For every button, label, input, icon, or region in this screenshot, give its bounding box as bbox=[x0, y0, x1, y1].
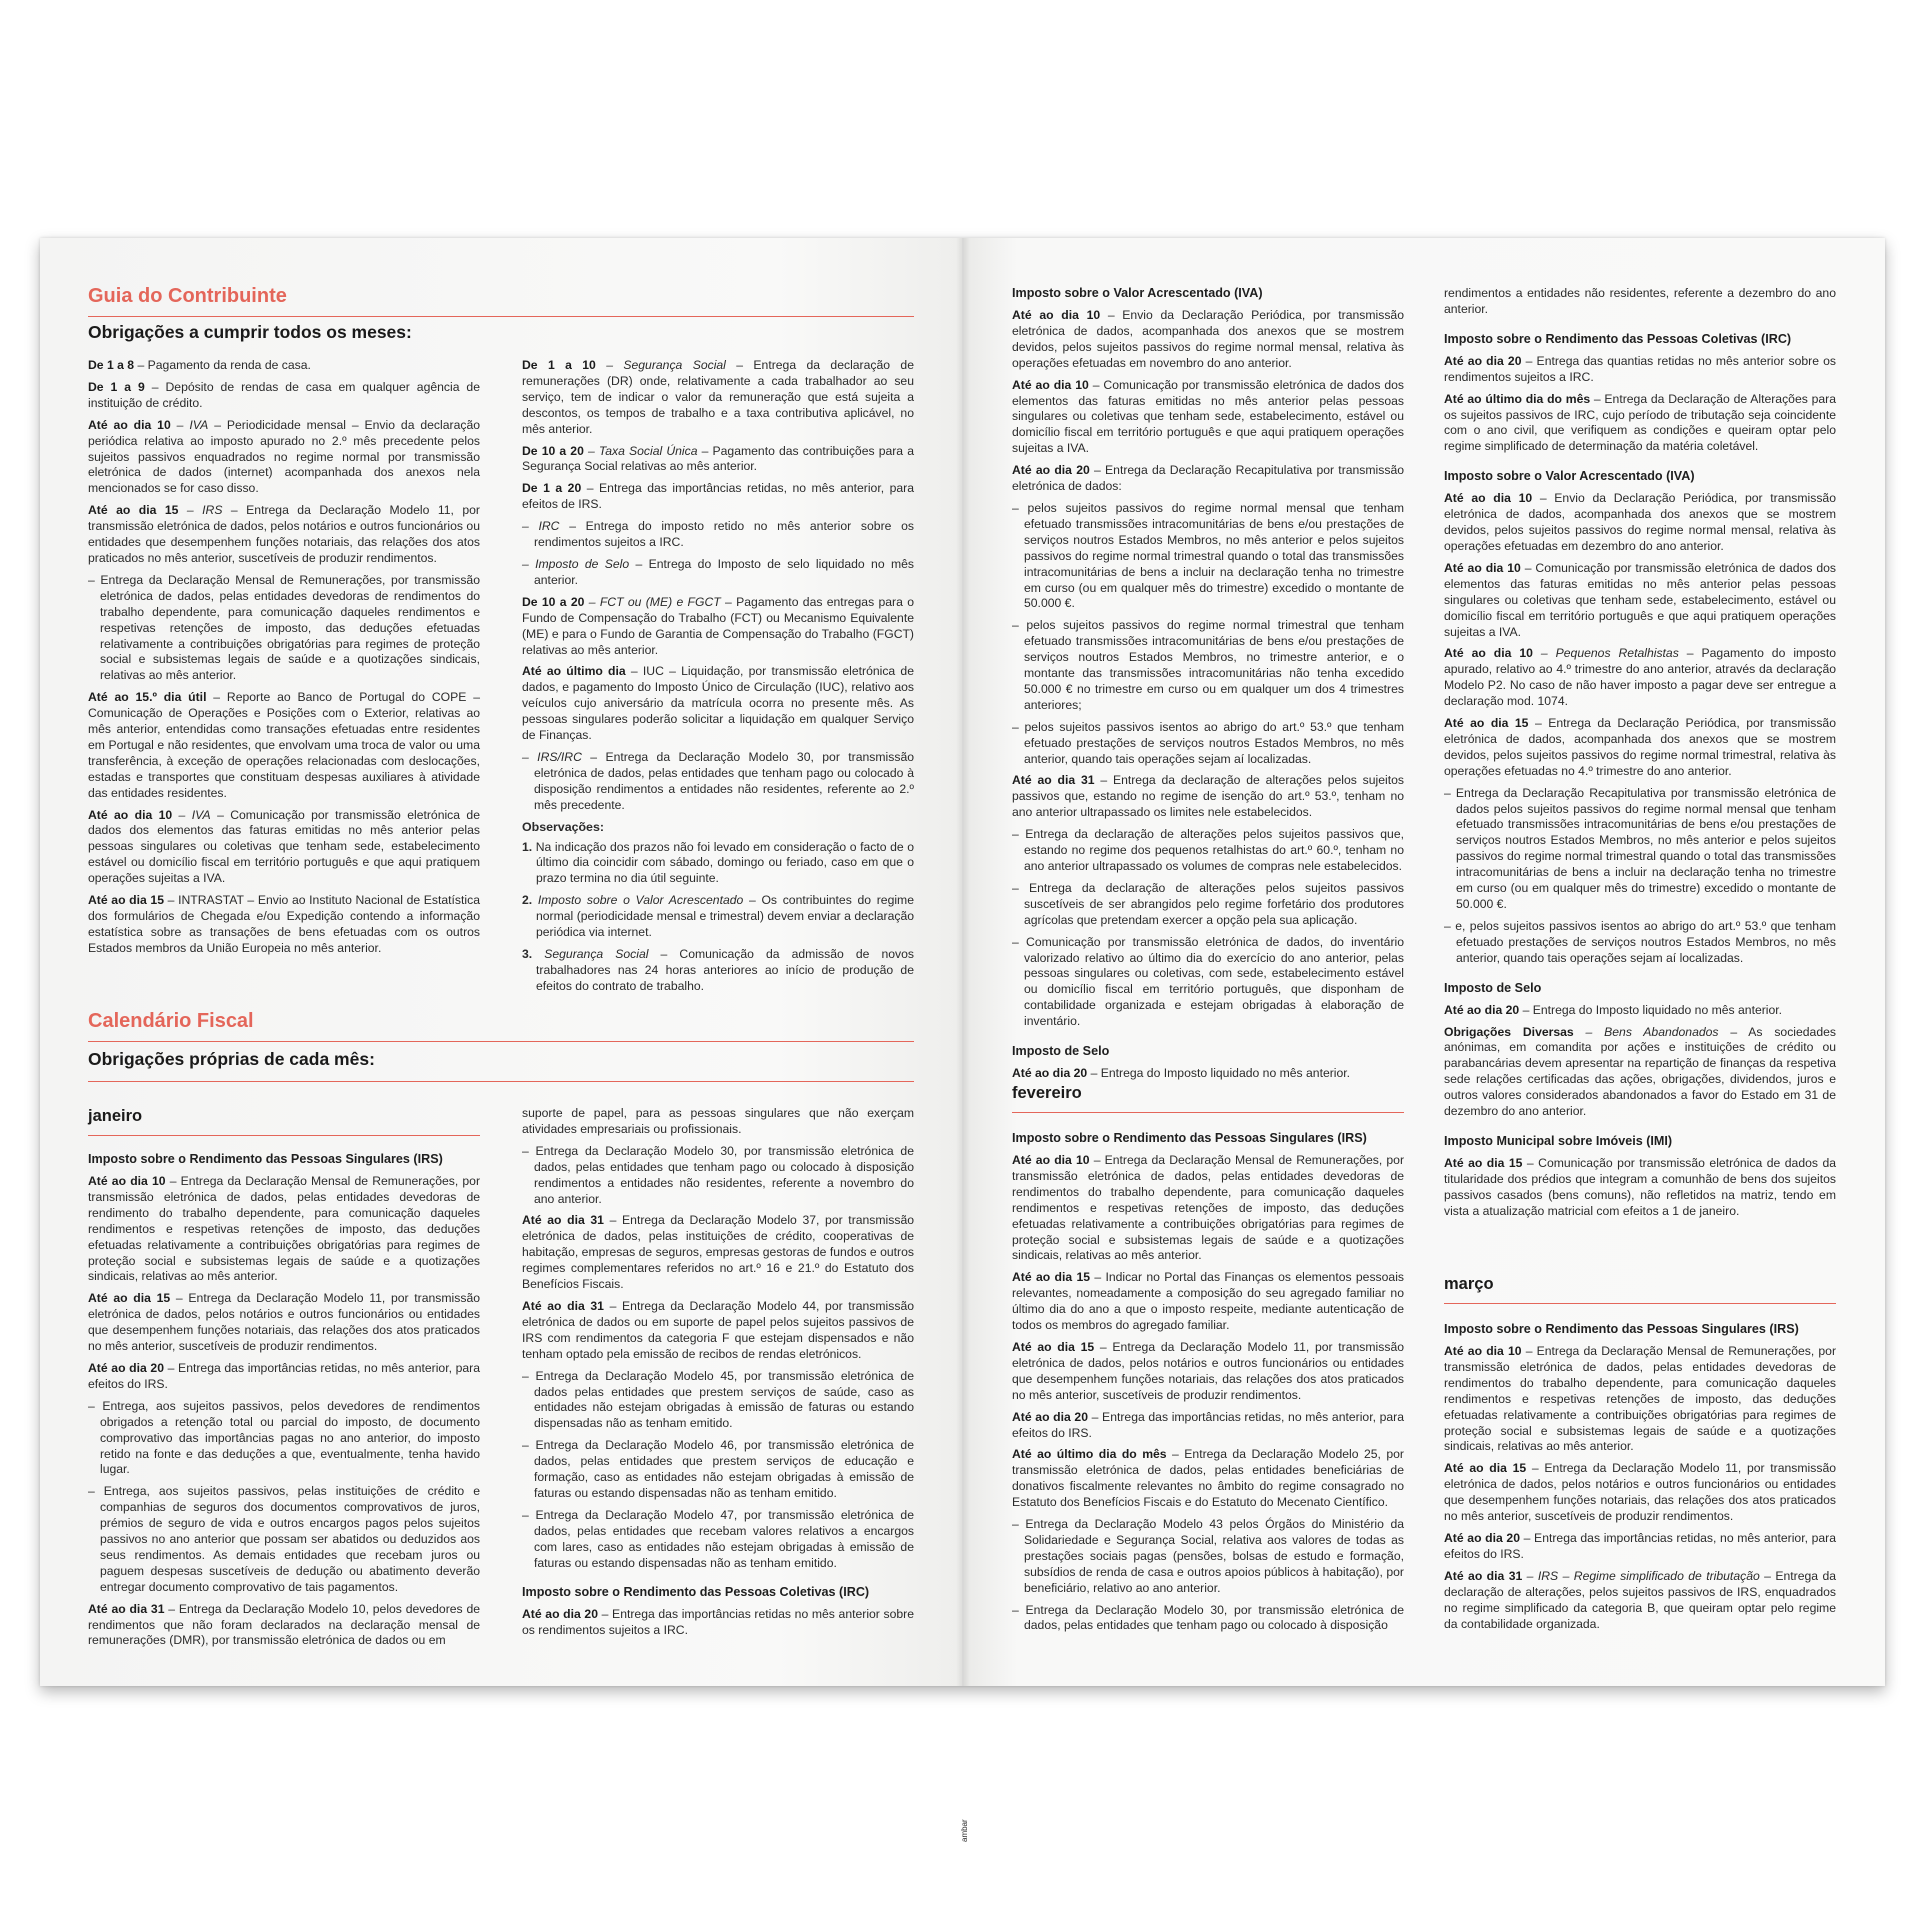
janeiro-rule bbox=[88, 1135, 480, 1136]
deadline-label: Até ao dia 10 bbox=[88, 417, 171, 432]
body-text: – Entrega, aos sujeitos passivos, pelas instituições de crédito e companhias de seguros dos documentos comprovativos de juros, prémios de seguro de vida e outros encargos pagos pelos sujeitos passivos no ano anterior que possam ser abatidos ou deduzidos aos seus rendimentos. As demais entidades que recebam juros ou paguem despesas suscetíveis de dedução ou abatimento deverão entregar documento comprovativo de tais pagamentos. bbox=[88, 1484, 480, 1594]
deadline-label: Até ao dia 20 bbox=[1012, 1066, 1088, 1081]
topic-label: – Imposto de Selo bbox=[522, 556, 630, 571]
deadline-label: Até ao dia 20 bbox=[1444, 353, 1522, 368]
deadline-paragraph bbox=[1444, 354, 1836, 386]
deadline-label: Até ao dia 10 bbox=[1012, 1153, 1090, 1167]
body-text: – Comunicação por transmissão eletrónica de dados da titularidade dos prédios que integram a comunhão de bens dos sujeitos passivos casados (bens comuns), não refletidos na matriz, tendo em vista a atualização matricial com efeitos a 1 de janeiro. bbox=[1444, 1155, 1836, 1218]
body-text: – Entrega da declaração de alterações pelos sujeitos passivos suscetíveis de ser abrangidos pelo regime forfetário dos produtores agrícolas que pretendam exercer a opção pela sua aplicação. bbox=[1012, 880, 1404, 927]
deadline-label: Até ao 15.º dia útil bbox=[88, 690, 207, 705]
numbered-note bbox=[522, 840, 914, 888]
body-text: – Entrega da Declaração Periódica, por transmissão eletrónica de dados, acompanhada dos anexos que se mostrem devidos, pelos sujeitos passivos do regime normal trimestral, relativa às operações efetuadas no 4.º trimestre do ano anterior. bbox=[1444, 716, 1836, 778]
section-heading: Imposto sobre o Rendimento das Pessoas Coletivas (IRC) bbox=[522, 1585, 870, 1600]
body-text: – Entrega da Declaração Recapitulativa por transmissão eletrónica de dados pelos sujeitos passivos do regime normal mensal que tenham efetuado transmissões intracomunitárias de bens e/ou prestações de serviços noutros Estados Membros, no mês anterior e pelos sujeitos passivos do regime normal trimestral quando o total das transmissões intracomunitárias de bens a incluir na declaração tenha no trimestre em curso (ou em qualquer mês do trimestre) excedido o montante de 50.000 €. bbox=[1444, 785, 1836, 911]
topic-label: – IVA bbox=[172, 807, 211, 822]
deadline-label: Até ao dia 10 bbox=[1012, 308, 1101, 322]
body-text: – Entrega da Declaração Mensal de Remunerações, por transmissão eletrónica de dados, pelas entidades devedoras de rendimentos do trabalho dependente, para comunicação daqueles rendimentos e respetivas retenções de imposto, das deduções efetuadas relativamente a contribuições obrigatórias para regimes de proteção social e subsistemas legais de saúde e a quotizações sindicais, relativas ao mês anterior. bbox=[88, 572, 480, 683]
janeiro-continued-column bbox=[1012, 286, 1405, 1081]
dash-item bbox=[522, 1508, 914, 1572]
deadline-label: Até ao dia 20 bbox=[1444, 1002, 1520, 1017]
section-heading: Imposto de Selo bbox=[1444, 980, 1542, 995]
deadline-paragraph bbox=[1444, 561, 1836, 641]
fevereiro-column bbox=[1012, 1131, 1404, 1646]
body-text: – Entrega da Declaração Modelo 25, por transmissão eletrónica de dados, pelas entidades beneficiárias de donativos fiscalmente relevantes no âmbito do regime consagrado no Estatuto dos Benefícios Fiscais e do Estatuto do Mecenato Científico. bbox=[1012, 1447, 1404, 1510]
left-page bbox=[40, 238, 962, 1686]
dash-item bbox=[88, 1484, 480, 1595]
deadline-paragraph bbox=[1444, 392, 1836, 456]
deadline-label: De 1 a 9 bbox=[88, 379, 145, 394]
body-text: – Pagamento da renda de casa. bbox=[134, 358, 311, 372]
body-text: – Pagamento do imposto apurado, relativo ao 4.º trimestre do ano anterior, através da declaração Modelo P2. No caso de não haver imposto a pagar deve ser entregue a declaração mod. 1074. bbox=[1444, 646, 1837, 709]
body-text: – Entrega da Declaração Modelo 47, por transmissão eletrónica de dados, pelas entidades que recebam valores relativos a encargos com lares, caso as entidades não estejam obrigadas à emissão de faturas ou estando dispensadas não as tenham emitido. bbox=[522, 1507, 914, 1570]
body-text: – Entrega da declaração de alterações pelos sujeitos passivos que, estando no regime dos pequenos retalhistas do art.º 60.º, tenham no ano anterior ultrapassado os volumes de compras nele estabelecidos. bbox=[1012, 827, 1404, 873]
deadline-label: Até ao dia 10 bbox=[1444, 491, 1533, 506]
dash-item bbox=[88, 573, 480, 684]
topic-label: – IRS – Regime simplificado de tributação bbox=[1522, 1568, 1760, 1583]
deadline-label: Até ao dia 15 bbox=[1444, 1461, 1527, 1476]
body-text: – pelos sujeitos passivos isentos ao abrigo do art.º 53.º que tenham efetuado prestações de serviços noutros Estados Membros, no mês anterior, quando tais operações sejam aí localizadas. bbox=[1012, 719, 1404, 766]
body-text: – Entrega da Declaração Modelo 30, por transmissão eletrónica de dados, pelas entidades que tenham pago ou colocado à disposição bbox=[1012, 1602, 1404, 1633]
deadline-label: Até ao dia 10 bbox=[1444, 560, 1521, 575]
deadline-label: Até ao último dia do mês bbox=[1012, 1447, 1167, 1462]
section-heading: Imposto sobre o Valor Acrescentado (IVA) bbox=[1012, 286, 1263, 300]
dash-item bbox=[522, 519, 914, 551]
deadline-paragraph bbox=[1012, 308, 1404, 372]
section-heading: Imposto sobre o Rendimento das Pessoas Singulares (IRS) bbox=[1012, 1131, 1367, 1145]
deadline-paragraph bbox=[1444, 1003, 1836, 1019]
dash-item bbox=[1444, 919, 1836, 967]
body-text: – Comunicação por transmissão eletrónica de dados, do inventário valorizado relativo ao último dia do exercício do ano anterior, pelas pessoas singulares ou coletivas, com sede, estabelecimento estável ou domicílio fiscal em território português, que disponham de contabilidade organizada e estejam obrigadas à elaboração de inventário. bbox=[1012, 934, 1404, 1029]
month-marco: março bbox=[1444, 1275, 1494, 1293]
dash-item bbox=[522, 1438, 914, 1502]
deadline-paragraph bbox=[1012, 773, 1404, 821]
deadline-label: Até ao dia 20 bbox=[1012, 1409, 1088, 1424]
body-text: – Entrega da Declaração Modelo 46, por transmissão eletrónica de dados, pelas entidades que prestem serviços de educação e formação, caso as entidades não estejam obrigadas à emissão de faturas ou estando dispensadas não as tenham emitido. bbox=[522, 1438, 914, 1500]
section-heading: Imposto Municipal sobre Imóveis (IMI) bbox=[1444, 1133, 1673, 1148]
deadline-paragraph bbox=[1444, 1156, 1836, 1220]
dash-item bbox=[1012, 935, 1404, 1030]
body-text: – Entrega da Declaração Modelo 43 pelos Órgãos do Ministério da Solidariedade e Segurança Social, relativa aos valores de todas as prestações sociais pagas (pensões, bolsas de estudo e formação, subsídios de renda de casa e outros apoios públicos à habitação), por beneficiário, relativo ao ano anterior. bbox=[1012, 1517, 1404, 1595]
calendario-subtitle: Obrigações próprias de cada mês: bbox=[88, 1049, 375, 1069]
deadline-label: Até ao último dia bbox=[522, 664, 626, 679]
deadline-paragraph bbox=[1012, 1447, 1404, 1511]
dash-item bbox=[1012, 1603, 1404, 1635]
dash-item bbox=[1012, 618, 1404, 713]
deadline-label: Até ao dia 10 bbox=[1444, 646, 1533, 661]
body-text: – IUC – Liquidação, por transmissão eletrónica de dados, e pagamento do Imposto Único de Circulação (IUC), relativo aos veículos cujo aniversário da matrícula ocorra no presente mês. As pessoas singulares poderão solicitar a liquidação em qualquer Serviço de Finanças. bbox=[522, 664, 914, 743]
body-text: – pelos sujeitos passivos do regime normal mensal que tenham efetuado transmissões intracomunitárias de bens e/ou prestações de serviços noutros Estados Membros, no mês anterior e pelos sujeitos passivos do regime normal trimestral quando o total das transmissões intracomunitárias de bens a incluir na declaração tenha no trimestre em curso (ou em qualquer mês do trimestre) excedido o montante de 50.000 €. bbox=[1012, 500, 1404, 611]
body-text: – Envio da Declaração Periódica, por transmissão eletrónica de dados, acompanhada dos anexos que se mostrem devidos, pelos sujeitos passivos do regime normal mensal, relativa às operações efetuadas em novembro do ano anterior. bbox=[1012, 308, 1404, 370]
body-text: – Entrega do Imposto de selo liquidado no mês anterior. bbox=[534, 556, 914, 587]
deadline-label: Até ao dia 31 bbox=[522, 1298, 604, 1313]
topic-label: – Bens Abandonados bbox=[1573, 1024, 1719, 1039]
deadline-paragraph bbox=[1444, 286, 1836, 318]
body-text: Na indicação dos prazos não foi levado em consideração o facto de o último dia coincidir com sábado, domingo ou feriado, caso em que o prazo termina no dia útil seguinte. bbox=[532, 839, 914, 886]
calendario-rule bbox=[88, 1041, 914, 1042]
deadline-paragraph bbox=[88, 358, 480, 374]
body-text: – Os contribuintes do regime normal (periodicidade mensal e trimestral) devem enviar a declaração periódica via internet. bbox=[536, 893, 914, 940]
deadline-label: Até ao último dia do mês bbox=[1444, 391, 1591, 406]
body-text: – Comunicação por transmissão eletrónica de dados dos elementos das faturas emitidas no mês anterior pelas pessoas singulares ou coletivas que tenham sede, estabelecimento estável ou domicílio fiscal em território português e que aqui pratiquem operações sujeitas a IVA. bbox=[88, 807, 480, 886]
body-text: – e, pelos sujeitos passivos isentos ao abrigo do art.º 53.º que tenham efetuado prestações de serviços noutros Estados Membros, no mês anterior, quando tais operações sejam aí localizadas. bbox=[1444, 918, 1836, 965]
guia-rule bbox=[88, 316, 914, 317]
body-text: – Comunicação por transmissão eletrónica de dados dos elementos das faturas emitidas no mês anterior pelas pessoas singulares ou coletivas que tenham sede, estabelecimento, estável ou domicílio fiscal em território português e que aqui pratiquem operações sujeitas a IVA. bbox=[1012, 377, 1404, 456]
deadline-label: Até ao dia 15 bbox=[1444, 1155, 1523, 1170]
deadline-paragraph bbox=[522, 358, 914, 438]
deadline-label: De 1 a 10 bbox=[522, 358, 596, 372]
deadline-label: Até ao dia 15 bbox=[88, 1291, 171, 1306]
deadline-label: Até ao dia 15 bbox=[88, 893, 164, 908]
deadline-label: Até ao dia 20 bbox=[1444, 1530, 1520, 1545]
body-text: – Entrega do Imposto liquidado no mês anterior. bbox=[1087, 1066, 1351, 1081]
deadline-paragraph bbox=[522, 1213, 914, 1293]
topic-label: Segurança Social bbox=[532, 947, 649, 961]
deadline-label: Até ao dia 10 bbox=[1012, 377, 1089, 392]
deadline-label: Até ao dia 10 bbox=[88, 1174, 166, 1188]
deadline-label: Até ao dia 15 bbox=[1012, 1339, 1095, 1354]
dash-item bbox=[88, 1399, 480, 1479]
guia-column-2 bbox=[522, 358, 914, 1088]
body-text: – Entrega da Declaração Modelo 11, por transmissão eletrónica de dados, pelos notários e outros funcionários ou entidades que desempenhem funções notariais, das relações dos atos praticados no mês anterior, suscetíveis de produzir rendimentos. bbox=[88, 503, 480, 565]
right-page bbox=[962, 238, 1885, 1686]
body-text: – Entrega da Declaração Recapitulativa por transmissão eletrónica de dados: bbox=[1012, 463, 1405, 494]
topic-label: – IRS bbox=[178, 503, 223, 518]
section-heading: Imposto sobre o Valor Acrescentado (IVA) bbox=[1444, 469, 1695, 484]
janeiro-column-1 bbox=[88, 1152, 481, 1648]
deadline-paragraph bbox=[1012, 1410, 1404, 1442]
body-text: rendimentos a entidades não residentes, referente a dezembro do ano anterior. bbox=[1444, 286, 1836, 316]
body-text: – Entrega da Declaração Modelo 11, por transmissão eletrónica de dados, pelos notários e outros funcionários ou entidades que desempenhem funções notariais, das relações dos atos praticados no mês anterior, suscetíveis de produzir rendimentos. bbox=[1012, 1339, 1404, 1402]
numbered-note bbox=[522, 893, 914, 941]
deadline-label: Até ao dia 20 bbox=[522, 1607, 598, 1622]
calendario-title: Calendário Fiscal bbox=[88, 1010, 254, 1032]
deadline-label: De 1 a 8 bbox=[88, 358, 135, 372]
body-text: – Entrega, aos sujeitos passivos, pelos devedores de rendimentos obrigados a retenção total ou parcial do imposto, de documento comprovativo das importâncias pagas no ano anterior, do imposto retido na fonte e das deduções a que, eventualmente, tenha havido lugar. bbox=[88, 1398, 480, 1477]
deadline-paragraph bbox=[1012, 1270, 1404, 1334]
body-text: – Pagamento das entregas para o Fundo de Compensação do Trabalho (FCT) ou Mecanismo Equivalente (ME) e para o Fundo de Garantia de Compensação do Trabalho (FGCT) relativas ao mês anterior. bbox=[522, 594, 914, 657]
body-text: – Envio da Declaração Periódica, por transmissão eletrónica de dados, acompanhada dos anexos que se mostrem devidos, pelos sujeitos passivos do regime normal mensal, relativa às operações efetuadas em dezembro do ano anterior. bbox=[1444, 491, 1836, 553]
deadline-label: Até ao dia 15 bbox=[88, 503, 179, 518]
body-text: – Entrega da Declaração Mensal de Remunerações, por transmissão eletrónica de dados, pelas entidades devedoras de rendimento do trabalho dependente, para comunicação daqueles rendimentos e respetivas retenções de imposto, das deduções efetuadas relativamente a contribuições obrigatórias para regimes de proteção social e subsistemas legais de saúde e a quotizações sindicais, relativas ao mês anterior. bbox=[88, 1174, 481, 1284]
section-heading: Imposto sobre o Rendimento das Pessoas Singulares (IRS) bbox=[88, 1152, 443, 1166]
deadline-paragraph bbox=[1012, 378, 1404, 458]
deadline-paragraph bbox=[88, 1291, 480, 1355]
section-heading: Imposto sobre o Rendimento das Pessoas Coletivas (IRC) bbox=[1444, 331, 1792, 346]
dash-item bbox=[1444, 786, 1836, 913]
deadline-paragraph bbox=[1444, 716, 1836, 780]
deadline-paragraph bbox=[1444, 491, 1836, 555]
deadline-label: Até ao dia 31 bbox=[1012, 773, 1095, 788]
deadline-paragraph bbox=[1012, 1340, 1404, 1404]
body-text: – Entrega da Declaração Modelo 10, pelos devedores de rendimentos que não foram declarados na declaração mensal de remunerações (DMR), por transmissão eletrónica de dados ou em bbox=[88, 1601, 481, 1648]
deadline-label: Até ao dia 20 bbox=[1012, 463, 1090, 478]
body-text: – Entrega da Declaração Modelo 44, por transmissão eletrónica de dados ou em suporte de papel pelos sujeitos passivos de IRS com rendimentos da categoria F que estejam dispensados e não tenham optado pela emissão de recibos de rendas eletrónicos. bbox=[522, 1298, 915, 1361]
deadline-paragraph bbox=[522, 444, 914, 476]
deadline-label: De 10 a 20 bbox=[522, 443, 584, 458]
body-text: – Entrega da declaração de alterações pelos sujeitos passivos que, estando no regime de isenção do art.º 53.º, tenham no ano anterior ultrapassado os limites nele estabelecidos. bbox=[1012, 773, 1405, 820]
deadline-paragraph bbox=[88, 380, 480, 412]
dash-item bbox=[1012, 881, 1404, 929]
month-janeiro: janeiro bbox=[88, 1107, 143, 1125]
topic-label: – FCT ou (ME) e FGCT bbox=[584, 594, 721, 609]
deadline-paragraph bbox=[88, 503, 480, 567]
deadline-paragraph bbox=[88, 893, 480, 957]
body-text: – Entrega da Declaração Mensal de Remunerações, por transmissão eletrónica de dados, pelas entidades devedoras de rendimentos do trabalho dependente, para comunicação daqueles rendimentos e respetivas retenções de imposto, das deduções efetuadas relativamente a contribuições obrigatórias para regimes de proteção social e subsistemas legais de saúde e a quotizações sindicais, relativas ao mês anterior. bbox=[1444, 1344, 1837, 1454]
deadline-label: 3. bbox=[522, 947, 533, 961]
dash-item bbox=[1012, 720, 1404, 768]
body-text: – Periodicidade mensal – Envio da declaração periódica relativa ao imposto apurado no 2.º mês precedente pelos sujeitos passivos enquadrados no regime normal por transmissão eletrónica de dados (internet) acompanhada dos anexos nela mencionados se for caso disso. bbox=[88, 417, 480, 496]
guia-title: Guia do Contribuinte bbox=[88, 285, 287, 307]
body-text: – Indicar no Portal das Finanças os elementos pessoais relevantes, nomeadamente a composição do seu agregado familiar no último dia do ano a que o imposto respeite, mediante autenticação de todos os membros do agregado familiar. bbox=[1012, 1270, 1404, 1333]
body-text: – Entrega da Declaração Modelo 30, por transmissão eletrónica de dados, pelas entidades que tenham pago ou colocado à disposição rendimentos a entidades não residentes, referente a novembro do ano anterior. bbox=[522, 1143, 914, 1206]
deadline-label: Até ao dia 20 bbox=[88, 1360, 164, 1375]
deadline-label: De 10 a 20 bbox=[522, 594, 585, 609]
deadline-paragraph bbox=[1444, 1531, 1836, 1563]
deadline-paragraph bbox=[1444, 646, 1836, 710]
dash-item bbox=[1012, 501, 1404, 612]
deadline-label: Até ao dia 15 bbox=[1444, 716, 1529, 731]
deadline-label: 1. bbox=[522, 839, 533, 854]
imprint-label: ambar bbox=[960, 1819, 969, 1842]
deadline-paragraph bbox=[1444, 1025, 1836, 1120]
body-text: – Entrega da declaração de alterações, pelos sujeitos passivos de IRS, enquadrados no regime simplificado da categoria B, que queiram optar pelo regime da contabilidade organizada. bbox=[1444, 1568, 1836, 1631]
page-gutter bbox=[956, 238, 970, 1686]
body-text: – Entrega da Declaração Modelo 11, por transmissão eletrónica de dados, pelos notários e outros funcionários ou entidades que desempenhem funções notariais, das relações dos atos praticados no mês anterior, suscetíveis de produzir rendimentos. bbox=[88, 1291, 480, 1354]
deadline-paragraph bbox=[88, 418, 480, 498]
body-text: – Entrega das quantias retidas no mês anterior sobre os rendimentos sujeitos a IRC. bbox=[1444, 353, 1836, 384]
body-text: – Entrega da Declaração Mensal de Remunerações, por transmissão eletrónica de dados, pelas entidades devedoras de rendimentos do trabalho dependente, para comunicação daqueles rendimentos e respetivas retenções de imposto, das deduções efetuadas relativamente a contribuições obrigatórias para regimes de proteção social e subsistemas legais de saúde e a quotizações sindicais, relativas ao mês anterior. bbox=[1012, 1153, 1405, 1263]
deadline-paragraph bbox=[522, 595, 914, 659]
deadline-label: Obrigações Diversas bbox=[1444, 1024, 1574, 1039]
observations-heading: Observações: bbox=[522, 819, 604, 834]
month-fevereiro: fevereiro bbox=[1012, 1084, 1082, 1102]
body-text: – INTRASTAT – Envio ao Instituto Nacional de Estatística dos formulários de Chegada e/ou Expedição contendo a informação estatística sobre as transações de bens efetuadas com os outros Estados membros da União Europeia no mês anterior. bbox=[88, 893, 480, 955]
body-text: – Comunicação por transmissão eletrónica de dados dos elementos das faturas emitidas no mês anterior pelas pessoas singulares ou coletivas que tenham sede, estabelecimento, estável ou domicílio fiscal em território português e que aqui pratiquem operações sujeitas a IVA. bbox=[1444, 560, 1836, 639]
deadline-paragraph bbox=[88, 1602, 480, 1650]
dash-item bbox=[522, 750, 914, 814]
body-text: – Entrega do imposto retido no mês anterior sobre os rendimentos sujeitos a IRC. bbox=[534, 519, 914, 550]
deadline-paragraph bbox=[522, 664, 914, 744]
body-text: – Entrega da Declaração Modelo 11, por transmissão eletrónica de dados, pelos notários e outros funcionários ou entidades que desempenhem funções notariais, das relações dos atos praticados no mês anterior, suscetíveis de produzir rendimentos. bbox=[1444, 1461, 1836, 1524]
deadline-label: Até ao dia 31 bbox=[1444, 1568, 1523, 1583]
deadline-paragraph bbox=[522, 481, 914, 513]
body-text: – Entrega da Declaração Modelo 37, por transmissão eletrónica de dados, pelas instituições de crédito, cooperativas de habitação, empresas de seguros, empresas gestoras de fundos e outros regimes complementares referidos no art.º 16 e 21.º do Estatuto dos Benefícios Fiscais. bbox=[522, 1213, 915, 1292]
topic-label: – Pequenos Retalhistas bbox=[1532, 646, 1679, 661]
body-text: – Entrega das importâncias retidas, no mês anterior, para efeitos do IRS. bbox=[88, 1360, 481, 1391]
dash-item bbox=[1012, 827, 1404, 875]
section-heading: Imposto sobre o Rendimento das Pessoas Singulares (IRS) bbox=[1444, 1322, 1799, 1336]
guia-column-1 bbox=[88, 358, 480, 1088]
body-text: – Entrega das importâncias retidas no mês anterior sobre os rendimentos sujeitos a IRC. bbox=[522, 1607, 915, 1638]
body-text: – Entrega da declaração de remunerações (DR) onde, relativamente a cada trabalhador ao seu serviço, tem de indicar o valor da remuneração que está sujeita a descontos, os tempos de trabalho e a taxa contributiva aplicável, no mês anterior. bbox=[522, 358, 914, 436]
body-text: – Entrega das importâncias retidas, no mês anterior, para efeitos de IRS. bbox=[522, 481, 915, 512]
deadline-paragraph bbox=[1012, 1153, 1404, 1264]
body-text: – Entrega do Imposto liquidado no mês anterior. bbox=[1519, 1002, 1783, 1017]
deadline-label: De 1 a 20 bbox=[522, 481, 582, 496]
deadline-paragraph bbox=[522, 1299, 914, 1363]
topic-label: Imposto sobre o Valor Acrescentado bbox=[532, 893, 744, 908]
fevereiro-continued-column bbox=[1444, 286, 1836, 1286]
topic-label: – Segurança Social bbox=[595, 358, 726, 372]
deadline-paragraph bbox=[88, 808, 480, 888]
guia-subtitle: Obrigações a cumprir todos os meses: bbox=[88, 322, 412, 342]
calendario-rule-2 bbox=[88, 1081, 914, 1082]
deadline-paragraph bbox=[1012, 463, 1404, 495]
deadline-paragraph bbox=[88, 1174, 480, 1285]
topic-label: – IRC bbox=[522, 519, 560, 534]
deadline-paragraph bbox=[1444, 1569, 1836, 1633]
body-text: – Comunicação da admissão de novos trabalhadores nas 24 horas anteriores ao início de produção de efeitos do contrato de trabalho. bbox=[536, 947, 914, 993]
dash-item bbox=[522, 1369, 914, 1433]
numbered-note bbox=[522, 947, 914, 995]
body-text: – pelos sujeitos passivos do regime normal trimestral que tenham efetuado transmissões intracomunitárias de bens e/ou prestações de serviços noutros Estados Membros, no trimestre anterior, e o montante das transmissões intracomunitárias não tenha excedido 50.000 € no trimestre em curso ou em qualquer um dos 4 trimestres anteriores; bbox=[1012, 618, 1404, 712]
dash-item bbox=[522, 557, 914, 589]
section-heading: Imposto de Selo bbox=[1012, 1044, 1110, 1059]
body-text: – Pagamento das contribuições para a Segurança Social relativas ao mês anterior. bbox=[522, 443, 914, 474]
body-text: – Entrega da Declaração Modelo 30, por transmissão eletrónica de dados, pelas entidades que tenham pago ou colocado à disposição rendimentos a entidades não residentes, referente ao 2.º mês precedente. bbox=[534, 749, 914, 812]
deadline-paragraph bbox=[522, 1106, 914, 1138]
deadline-paragraph bbox=[1444, 1344, 1836, 1455]
deadline-label: Até ao dia 15 bbox=[1012, 1270, 1091, 1285]
deadline-label: Até ao dia 31 bbox=[522, 1213, 604, 1228]
deadline-paragraph bbox=[88, 1361, 480, 1393]
topic-label: – IVA bbox=[170, 417, 209, 432]
body-text: – Reporte ao Banco de Portugal do COPE – Comunicação de Operações e Posições com o Exterior, relativas ao mês anterior, entendidas como transações efetuadas entre residentes em Portugal e não residentes, que envolvam uma troca de valor ou uma transferência, à exceção de operações relacionadas com deslocações, estadas e transportes que constituam despesas auxiliares à atividade das entidades residentes. bbox=[88, 690, 480, 800]
marco-column bbox=[1444, 1322, 1836, 1652]
body-text: – As sociedades anónimas, em comandita por ações e instituições de crédito ou parabancárias devem apresentar na repartição de finanças da respetiva sede relações certificadas das ações, obrigações, dividendos, juros e outros valores considerados abandonados a favor do Estado em 31 de dezembro do ano anterior. bbox=[1444, 1024, 1836, 1119]
deadline-paragraph bbox=[1012, 1066, 1404, 1082]
deadline-paragraph bbox=[88, 690, 480, 801]
deadline-label: Até ao dia 31 bbox=[88, 1601, 165, 1616]
marco-rule bbox=[1444, 1303, 1836, 1304]
topic-label: – Taxa Social Única bbox=[583, 443, 698, 458]
book-spread bbox=[40, 238, 1885, 1842]
topic-label: – IRS/IRC bbox=[522, 749, 582, 764]
janeiro-column-2 bbox=[522, 1106, 914, 1646]
deadline-paragraph bbox=[522, 1607, 914, 1639]
body-text: – Depósito de rendas de casa em qualquer agência de instituição de crédito. bbox=[88, 379, 480, 410]
body-text: – Entrega da Declaração Modelo 45, por transmissão eletrónica de dados pelas entidades que prestem serviços de saúde, caso as entidades não estejam obrigadas à emissão de faturas ou estando dispensadas não as tenham emitido. bbox=[522, 1368, 914, 1431]
body-text: suporte de papel, para as pessoas singulares que não exerçam atividades empresariais ou profissionais. bbox=[522, 1106, 914, 1136]
deadline-label: 2. bbox=[522, 893, 533, 908]
body-text: – Entrega das importâncias retidas, no mês anterior, para efeitos do IRS. bbox=[1012, 1409, 1405, 1440]
deadline-label: Até ao dia 10 bbox=[88, 807, 173, 822]
body-text: – Entrega das importâncias retidas, no mês anterior, para efeitos do IRS. bbox=[1444, 1530, 1837, 1561]
body-text: – Entrega da Declaração de Alterações para os sujeitos passivos de IRC, cujo período de tributação seja coincidente com o ano civil, que verifiquem as condições e queiram optar pelo regime simplificado de determinação da matéria coletável. bbox=[1444, 391, 1836, 454]
deadline-label: Até ao dia 10 bbox=[1444, 1344, 1522, 1358]
dash-item bbox=[1012, 1517, 1404, 1597]
fevereiro-rule bbox=[1012, 1112, 1404, 1113]
dash-item bbox=[522, 1144, 914, 1208]
deadline-paragraph bbox=[1444, 1461, 1836, 1525]
